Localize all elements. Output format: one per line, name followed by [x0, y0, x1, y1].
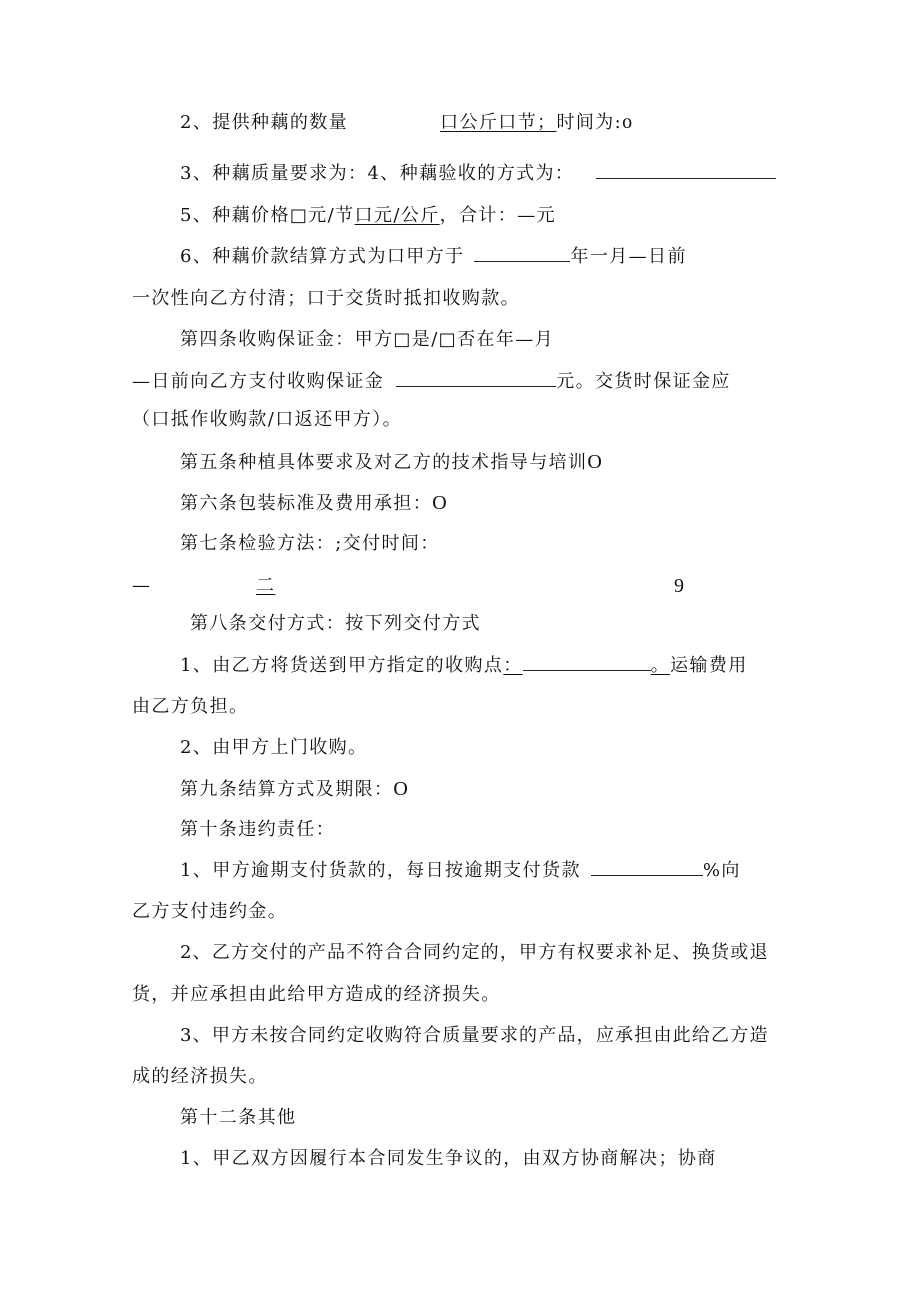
time-label: 时间为: — [556, 112, 623, 133]
clause-4: 第四条收购保证金：甲方□是/□否在年—月 — [180, 329, 555, 350]
clause-7-fragment-mid: 二 — [256, 575, 276, 596]
item-text: 3、种藕质量要求为：4、种藕验收的方式为： — [180, 163, 575, 184]
clause-3-item-6-cont: 一次性向乙方付清；口于交货时抵扣收购款。 — [132, 288, 520, 309]
total-text: ，合计：—元 — [439, 205, 557, 226]
clause-4-cont — [132, 370, 731, 394]
clause-10-item-1-cont: 乙方支付违约金。 — [132, 901, 288, 922]
clause-5: 第五条种植具体要求及对乙方的技术指导与培训O — [180, 451, 602, 473]
item-text: —日前向乙方支付收购保证金 — [132, 371, 385, 392]
item-text: 2、提供种藕的数量 — [180, 112, 349, 133]
clause-10-item-2: 2、乙方交付的产品不符合合同约定的，甲方有权要求补足、换货或退 — [180, 942, 769, 963]
unit-options: 口公斤口节； — [440, 112, 557, 133]
clause-3-item-2 — [180, 110, 632, 135]
deposit-text: 元。交货时保证金应 — [556, 371, 731, 392]
clause-8-item-1: 1、由乙方将货送到甲方指定的收购点： 。运输费用 — [180, 655, 748, 676]
clause-12: 第十二条其他 — [180, 1107, 297, 1128]
clause-10-item-3: 3、甲方未按合同约定收购符合质量要求的产品，应承担由此给乙方造 — [180, 1025, 769, 1046]
item-text: 6、种藕价款结算方式为口甲方于 — [180, 246, 465, 267]
percent-text: %向 — [702, 860, 741, 881]
trailing-mark: o — [622, 111, 633, 133]
clause-9: 第九条结算方式及期限：O — [180, 778, 408, 800]
clause-3-item-5 — [180, 204, 556, 228]
clause-3-item-3-4 — [180, 162, 776, 186]
clause-3-item-6 — [180, 245, 687, 269]
clause-7: 第七条检验方法：;交付时间： — [180, 533, 440, 554]
clause-8-item-1-cont: 由乙方负担。 — [132, 696, 249, 717]
price-unit: 口元/公斤 — [354, 205, 440, 226]
item-text: 5、种藕价格□元/节 — [180, 205, 355, 226]
blank-field — [474, 245, 570, 262]
clause-4-cont-2: （口抵作收购款/口返还甲方）。 — [132, 409, 403, 430]
clause-8: 第八条交付方式：按下列交付方式 — [190, 613, 481, 634]
clause-10: 第十条违约责任： — [180, 819, 336, 840]
clause-7-fragment-right: 9 — [674, 575, 684, 597]
blank-field — [596, 162, 776, 179]
blank-field — [523, 654, 651, 671]
freight-text: 运输费用 — [670, 655, 748, 676]
clause-10-item-3-cont: 成的经济损失。 — [132, 1066, 268, 1087]
clause-10-item-1 — [180, 859, 741, 883]
blank-field — [396, 370, 556, 387]
clause-10-item-2-cont: 货，并应承担由此给甲方造成的经济损失。 — [132, 984, 501, 1005]
blank-field — [591, 859, 703, 876]
clause-8-item-2: 2、由甲方上门收购。 — [180, 737, 368, 758]
date-text: 年一月—日前 — [570, 246, 687, 267]
clause-7-fragment-left: — — [132, 575, 152, 596]
clause-6: 第六条包装标准及费用承担：O — [180, 492, 447, 514]
item-text: 1、由乙方将货送到甲方指定的收购点 — [180, 655, 504, 676]
item-text: 1、甲方逾期支付货款的，每日按逾期支付货款 — [180, 860, 581, 881]
clause-12-item-1: 1、甲乙双方因履行本合同发生争议的，由双方协商解决；协商 — [180, 1148, 717, 1169]
